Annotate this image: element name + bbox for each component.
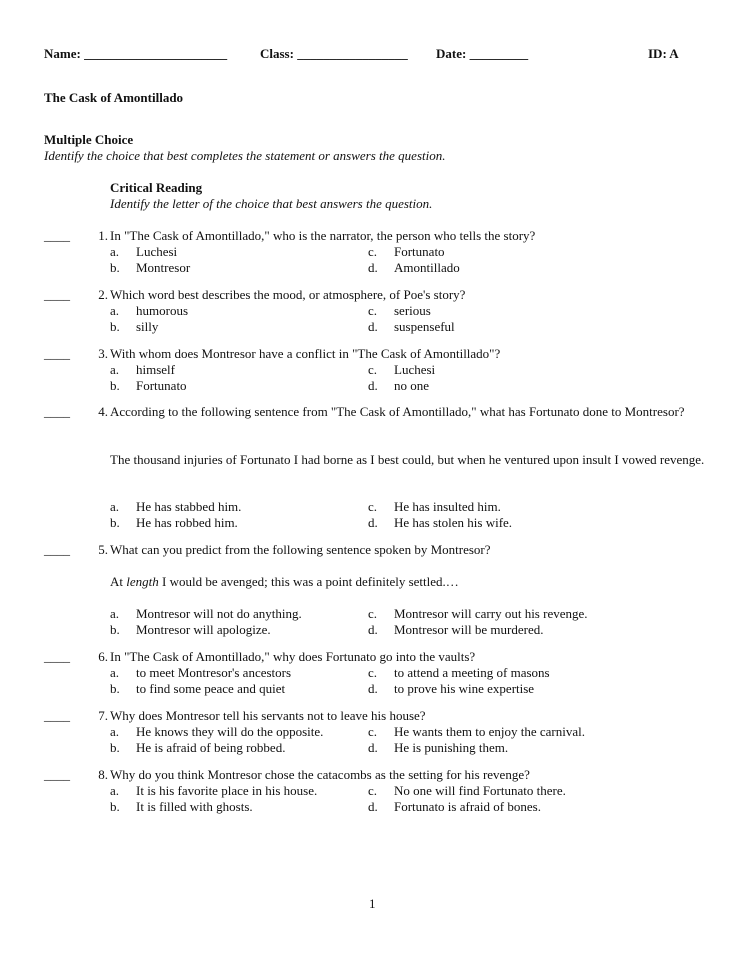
answer-blank[interactable]: ____ [44, 228, 70, 243]
answer-blank[interactable]: ____ [44, 542, 70, 557]
name-label: Name: [44, 46, 81, 61]
option-a[interactable]: a. Montresor will not do anything. [110, 606, 302, 621]
option-a[interactable]: a. to meet Montresor's ancestors [110, 665, 292, 680]
option-d[interactable]: d. Montresor will be murdered. [368, 622, 544, 637]
date-label: Date: [436, 46, 467, 61]
option-a[interactable]: a. himself [110, 362, 175, 377]
id-label: ID: A [648, 46, 679, 61]
option-b[interactable]: b. to find some peace and quiet [110, 681, 286, 696]
option-c[interactable]: c. He wants them to enjoy the carnival. [368, 724, 585, 739]
option-d[interactable]: d. He has stolen his wife. [368, 515, 513, 530]
answer-blank[interactable]: ____ [44, 767, 70, 782]
option-c[interactable]: c. No one will find Fortunato there. [368, 783, 566, 798]
quoted-passage: At length I would be avenged; this was a point definitely settled.… [110, 574, 459, 589]
option-b[interactable]: b. silly [110, 319, 159, 334]
option-c[interactable]: c. to attend a meeting of masons [368, 665, 550, 680]
question-stem: With whom does Montresor have a conflict in "The Cask of Amontillado"? [110, 346, 501, 361]
question-1 [44, 228, 704, 278]
question-number: 4. [98, 404, 108, 419]
quoted-passage: The thousand injuries of Fortunato I had borne as I best could, but when he ventured upon insult I vowed revenge. [110, 452, 705, 467]
emphasized-word: length [126, 574, 159, 589]
question-number: 1. [98, 228, 108, 243]
section-instructions: Identify the choice that best completes the statement or answers the question. [44, 148, 446, 163]
option-c[interactable]: c. serious [368, 303, 431, 318]
question-8 [44, 767, 704, 817]
option-d[interactable]: d. Amontillado [368, 260, 460, 275]
option-c[interactable]: c. Luchesi [368, 362, 436, 377]
option-b[interactable]: b. Fortunato [110, 378, 187, 393]
question-stem: In "The Cask of Amontillado," why does Fortunato go into the vaults? [110, 649, 476, 664]
question-stem: Why does Montresor tell his servants not to leave his house? [110, 708, 426, 723]
class-field [260, 46, 408, 62]
question-stem: Why do you think Montresor chose the catacombs as the setting for his revenge? [110, 767, 530, 782]
date-field [436, 46, 528, 62]
question-stem: Which word best describes the mood, or atmosphere, of Poe's story? [110, 287, 466, 302]
option-d[interactable]: d. to prove his wine expertise [368, 681, 535, 696]
option-b[interactable]: b. Montresor will apologize. [110, 622, 271, 637]
question-stem: According to the following sentence from "The Cask of Amontillado," what has Fortunato done to Montresor? [110, 404, 685, 419]
option-c[interactable]: c. Fortunato [368, 244, 445, 259]
question-stem: What can you predict from the following sentence spoken by Montresor? [110, 542, 491, 557]
name-blank: ______________________ [84, 46, 228, 61]
option-d[interactable]: d. Fortunato is afraid of bones. [368, 799, 541, 814]
section-heading: Multiple Choice [44, 132, 134, 147]
question-7 [44, 708, 704, 758]
option-b[interactable]: b. He has robbed him. [110, 515, 238, 530]
name-field [44, 46, 227, 62]
question-number: 3. [98, 346, 108, 361]
question-number: 6. [98, 649, 108, 664]
question-4 [44, 404, 704, 532]
question-stem: In "The Cask of Amontillado," who is the narrator, the person who tells the story? [110, 228, 536, 243]
page-number: 1 [369, 896, 376, 911]
option-c[interactable]: c. He has insulted him. [368, 499, 501, 514]
option-d[interactable]: d. no one [368, 378, 430, 393]
class-label: Class: [260, 46, 294, 61]
option-d[interactable]: d. He is punishing them. [368, 740, 509, 755]
subsection-instructions: Identify the letter of the choice that best answers the question. [110, 196, 433, 211]
question-3 [44, 346, 704, 396]
question-number: 5. [98, 542, 108, 557]
answer-blank[interactable]: ____ [44, 346, 70, 361]
answer-blank[interactable]: ____ [44, 708, 70, 723]
option-c[interactable]: c. Montresor will carry out his revenge. [368, 606, 588, 621]
option-a[interactable]: a. It is his favorite place in his house. [110, 783, 318, 798]
class-blank: _________________ [297, 46, 408, 61]
question-2 [44, 287, 704, 337]
answer-blank[interactable]: ____ [44, 287, 70, 302]
date-blank: _________ [469, 46, 529, 61]
answer-blank[interactable]: ____ [44, 649, 70, 664]
option-a[interactable]: a. humorous [110, 303, 188, 318]
question-number: 2. [98, 287, 108, 302]
subsection-heading: Critical Reading [110, 180, 203, 195]
question-5 [44, 542, 704, 638]
answer-blank[interactable]: ____ [44, 404, 70, 419]
option-b[interactable]: b. It is filled with ghosts. [110, 799, 253, 814]
option-b[interactable]: b. He is afraid of being robbed. [110, 740, 286, 755]
option-d[interactable]: d. suspenseful [368, 319, 455, 334]
option-a[interactable]: a. He knows they will do the opposite. [110, 724, 324, 739]
question-number: 8. [98, 767, 108, 782]
option-a[interactable]: a. He has stabbed him. [110, 499, 242, 514]
question-number: 7. [98, 708, 108, 723]
option-a[interactable]: a. Luchesi [110, 244, 178, 259]
question-6 [44, 649, 704, 699]
option-b[interactable]: b. Montresor [110, 260, 191, 275]
page-title: The Cask of Amontillado [44, 90, 184, 105]
